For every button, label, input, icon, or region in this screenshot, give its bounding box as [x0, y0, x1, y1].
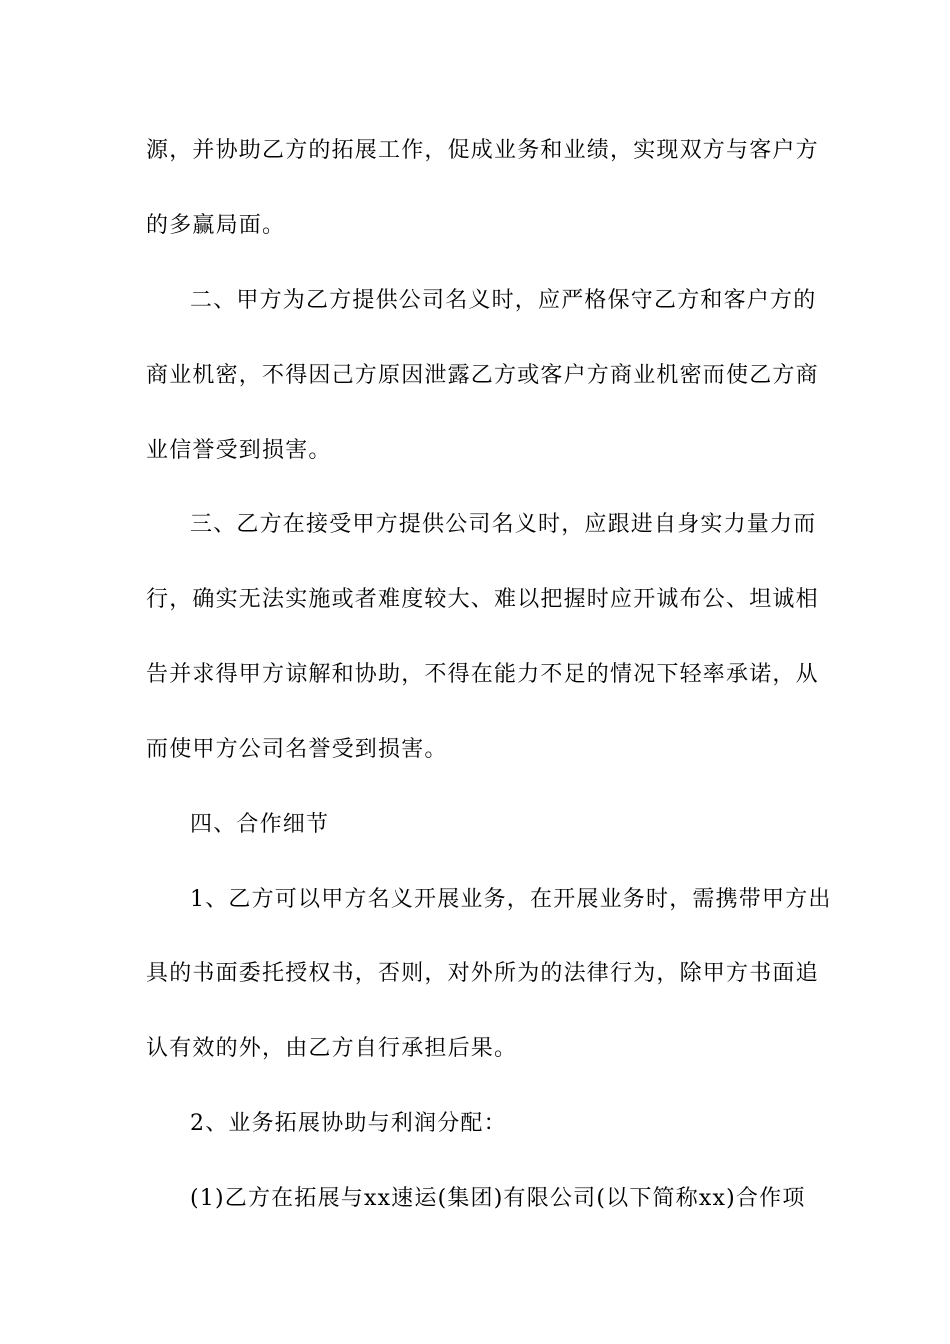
paragraph-start-line: 三、乙方在接受甲方提供公司名义时，应跟进自身实力量力而	[190, 512, 817, 537]
text-line: 的多赢局面。	[146, 213, 286, 238]
text-line: 告并求得甲方谅解和协助，不得在能力不足的情况下轻率承诺，从	[146, 662, 819, 687]
section-heading: 四、合作细节	[190, 812, 330, 837]
text-line: 源，并协助乙方的拓展工作，促成业务和业绩，实现双方与客户方	[146, 138, 819, 163]
text-line: 认有效的外，由乙方自行承担后果。	[146, 1036, 518, 1061]
text-line: 具的书面委托授权书，否则，对外所为的法律行为，除甲方书面追	[146, 961, 819, 986]
paragraph-start-line: 2、业务拓展协助与利润分配：	[190, 1111, 507, 1136]
text-line: 而使甲方公司名誉受到损害。	[146, 737, 448, 762]
paragraph-start-line: (1)乙方在拓展与xx速运(集团)有限公司(以下简称xx)合作项	[190, 1186, 806, 1211]
paragraph-start-line: 二、甲方为乙方提供公司名义时，应严格保守乙方和客户方的	[190, 288, 817, 313]
text-line: 商业机密，不得因己方原因泄露乙方或客户方商业机密而使乙方商	[146, 363, 819, 388]
paragraph-start-line: 1、乙方可以甲方名义开展业务，在开展业务时，需携带甲方出	[190, 887, 832, 912]
text-line: 业信誉受到损害。	[146, 438, 332, 463]
text-line: 行，确实无法实施或者难度较大、难以把握时应开诚布公、坦诚相	[146, 587, 819, 612]
